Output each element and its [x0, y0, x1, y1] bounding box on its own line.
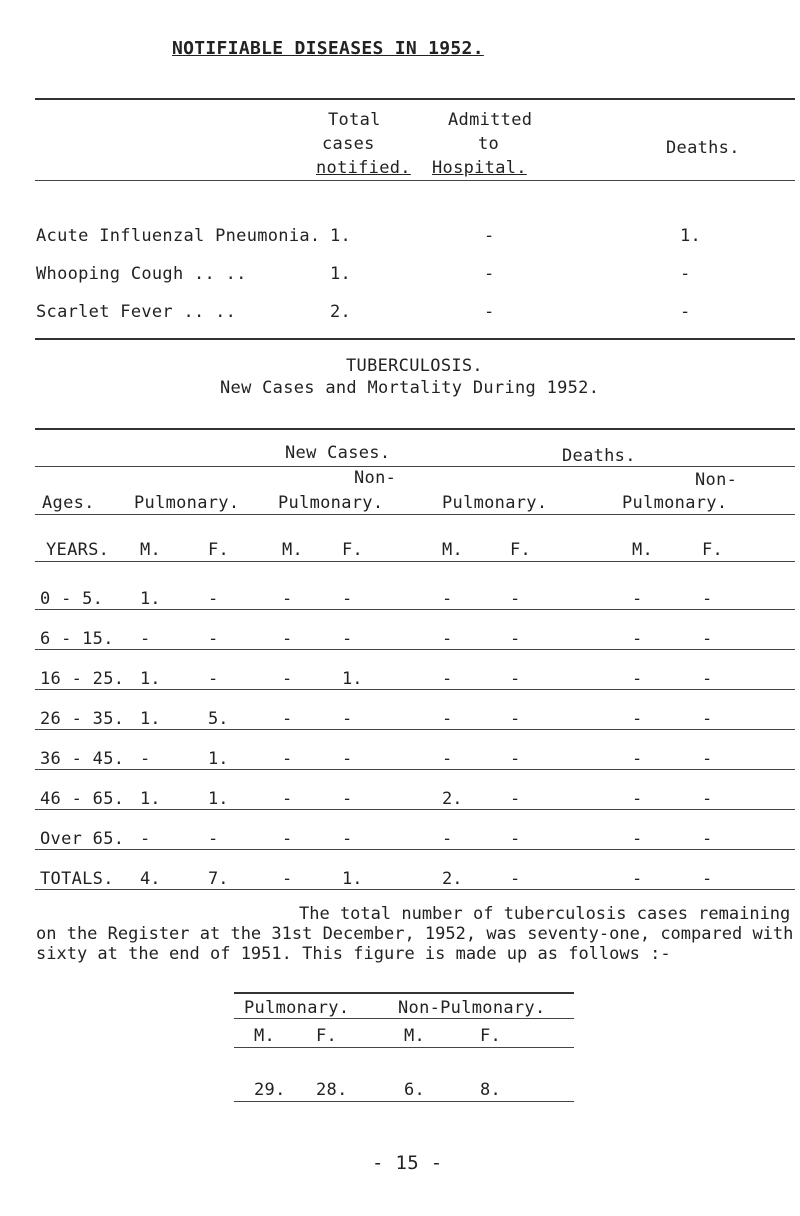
tb-sex-rule: [35, 561, 795, 562]
tb-value: -: [510, 749, 521, 769]
row-rule: [35, 889, 795, 890]
tb-value: -: [702, 669, 713, 689]
tb-value: -: [208, 669, 219, 689]
register-value: 28.: [316, 1080, 348, 1100]
tb-value: -: [282, 669, 293, 689]
tb-value: -: [510, 709, 521, 729]
age-group: Over 65.: [40, 829, 125, 849]
tb-col-dnon-1: Non-: [695, 470, 738, 490]
row-rule: [35, 809, 795, 810]
tb-group-rule: [35, 466, 795, 467]
register-top-rule: [234, 992, 574, 994]
tb-value: 2.: [442, 869, 463, 889]
tb-value: -: [510, 829, 521, 849]
deaths: -: [680, 264, 691, 284]
row-rule: [35, 689, 795, 690]
age-group: 46 - 65.: [40, 789, 125, 809]
tb-value: -: [342, 709, 353, 729]
tb-value: -: [282, 869, 293, 889]
tb-value: -: [702, 589, 713, 609]
tb-col-ages: Ages.: [42, 493, 95, 513]
tb-value: -: [632, 709, 643, 729]
header-rule: [35, 180, 795, 181]
header-total-1: Total: [328, 110, 381, 130]
register-value: 6.: [404, 1080, 426, 1100]
age-group: 36 - 45.: [40, 749, 125, 769]
header-admitted-3: Hospital.: [432, 158, 527, 178]
disease-name: Whooping Cough .. ..: [36, 264, 247, 284]
tb-value: -: [208, 629, 219, 649]
row-rule: [35, 849, 795, 850]
tb-years-label: YEARS.: [46, 540, 110, 560]
tb-value: -: [442, 629, 453, 649]
sex-header: M.: [442, 540, 464, 560]
header-total-2: cases: [322, 134, 375, 154]
deaths: 1.: [680, 226, 702, 246]
tb-value: -: [510, 629, 521, 649]
admitted-hospital: -: [484, 302, 495, 322]
tb-value: -: [140, 629, 151, 649]
header-admitted-1: Admitted: [448, 110, 533, 130]
tb-value: -: [632, 749, 643, 769]
tb-colhead-rule: [35, 514, 795, 515]
row-rule: [35, 769, 795, 770]
register-value: 8.: [480, 1080, 502, 1100]
register-sex: M.: [254, 1026, 276, 1046]
tb-value: -: [632, 589, 643, 609]
admitted-hospital: -: [484, 264, 495, 284]
total-notified: 2.: [330, 302, 352, 322]
tb-value: 1.: [342, 669, 363, 689]
tb-value: -: [442, 669, 453, 689]
tb-subtitle: New Cases and Mortality During 1952.: [220, 378, 600, 398]
tb-value: -: [342, 749, 353, 769]
tb-value: 5.: [208, 709, 229, 729]
tb-value: -: [442, 589, 453, 609]
tb-value: -: [342, 829, 353, 849]
register-non-pulmonary: Non-Pulmonary.: [398, 998, 546, 1018]
tb-value: -: [442, 829, 453, 849]
tb-col-dnon-2: Pulmonary.: [622, 493, 728, 513]
header-total-3: notified.: [316, 158, 411, 178]
tb-col-pulmonary: Pulmonary.: [134, 493, 240, 513]
tb-value: 2.: [442, 789, 463, 809]
tb-value: -: [702, 629, 713, 649]
tb-value: -: [632, 669, 643, 689]
age-group: 16 - 25.: [40, 669, 125, 689]
tb-value: -: [702, 709, 713, 729]
sex-header: F.: [510, 540, 532, 560]
register-sex: F.: [316, 1026, 338, 1046]
register-sex: F.: [480, 1026, 502, 1046]
tb-value: -: [282, 629, 293, 649]
register-bottom-rule: [234, 1101, 574, 1102]
sex-header: F.: [208, 540, 230, 560]
age-group: 26 - 35.: [40, 709, 125, 729]
tb-value: -: [342, 589, 353, 609]
tb-value: -: [282, 749, 293, 769]
tb-value: -: [702, 749, 713, 769]
tb-value: -: [510, 869, 521, 889]
tb-value: -: [510, 669, 521, 689]
tb-value: -: [702, 829, 713, 849]
tb-value: -: [140, 749, 151, 769]
row-rule: [35, 729, 795, 730]
tb-value: 1.: [342, 869, 363, 889]
header-deaths: Deaths.: [666, 138, 740, 158]
sex-header: M.: [632, 540, 654, 560]
tb-value: 1.: [140, 669, 161, 689]
tb-value: -: [208, 589, 219, 609]
disease-name: Acute Influenzal Pneumonia.: [36, 226, 321, 246]
age-group: TOTALS.: [40, 869, 114, 889]
total-notified: 1.: [330, 264, 352, 284]
tb-value: -: [632, 869, 643, 889]
tb-value: -: [702, 789, 713, 809]
sex-header: M.: [140, 540, 162, 560]
register-sex: M.: [404, 1026, 426, 1046]
header-admitted-2: to: [478, 134, 500, 154]
tb-col-non-1: Non-: [354, 468, 397, 488]
register-paragraph: The total number of tuberculosis cases remaining on the Register at the 31st December, 1952, was seventy-one, compared with sixty at the end of 1951. This figure is made up as follows :-: [36, 904, 794, 964]
sex-header: F.: [342, 540, 364, 560]
register-pulmonary: Pulmonary.: [244, 998, 350, 1018]
tb-group-new: New Cases.: [285, 443, 391, 463]
tb-col-death-pulmonary: Pulmonary.: [442, 493, 548, 513]
register-value: 29.: [254, 1080, 286, 1100]
tb-value: -: [702, 869, 713, 889]
tb-value: 1.: [140, 789, 161, 809]
table-top-rule: [35, 98, 795, 100]
deaths: -: [680, 302, 691, 322]
tb-value: -: [282, 829, 293, 849]
tb-col-non-2: Pulmonary.: [278, 493, 384, 513]
tb-group-deaths: Deaths.: [562, 446, 636, 466]
sex-header: M.: [282, 540, 304, 560]
total-notified: 1.: [330, 226, 352, 246]
age-group: 0 - 5.: [40, 589, 104, 609]
tb-value: -: [282, 789, 293, 809]
tb-value: -: [510, 589, 521, 609]
tb-value: -: [282, 709, 293, 729]
tb-value: 1.: [140, 589, 161, 609]
register-head-rule: [234, 1018, 574, 1019]
tb-value: -: [632, 789, 643, 809]
tb-value: 1.: [140, 709, 161, 729]
tb-value: 4.: [140, 869, 161, 889]
tb-value: -: [632, 629, 643, 649]
page-number: - 15 -: [372, 1152, 443, 1174]
tb-value: 1.: [208, 749, 229, 769]
tb-value: 7.: [208, 869, 229, 889]
sex-header: F.: [702, 540, 724, 560]
admitted-hospital: -: [484, 226, 495, 246]
tb-value: -: [342, 789, 353, 809]
tb-value: -: [442, 749, 453, 769]
row-rule: [35, 609, 795, 610]
section-rule: [35, 338, 795, 340]
tb-title: TUBERCULOSIS.: [346, 356, 483, 376]
tb-value: -: [510, 789, 521, 809]
age-group: 6 - 15.: [40, 629, 114, 649]
register-sex-rule: [234, 1047, 574, 1048]
tb-value: -: [632, 829, 643, 849]
disease-name: Scarlet Fever .. ..: [36, 302, 237, 322]
tb-value: -: [140, 829, 151, 849]
tb-value: -: [342, 629, 353, 649]
tb-value: 1.: [208, 789, 229, 809]
row-rule: [35, 649, 795, 650]
tb-value: -: [208, 829, 219, 849]
page-title: NOTIFIABLE DISEASES IN 1952.: [172, 38, 484, 59]
tb-value: -: [442, 709, 453, 729]
tb-value: -: [282, 589, 293, 609]
tb-top-rule: [35, 428, 795, 430]
